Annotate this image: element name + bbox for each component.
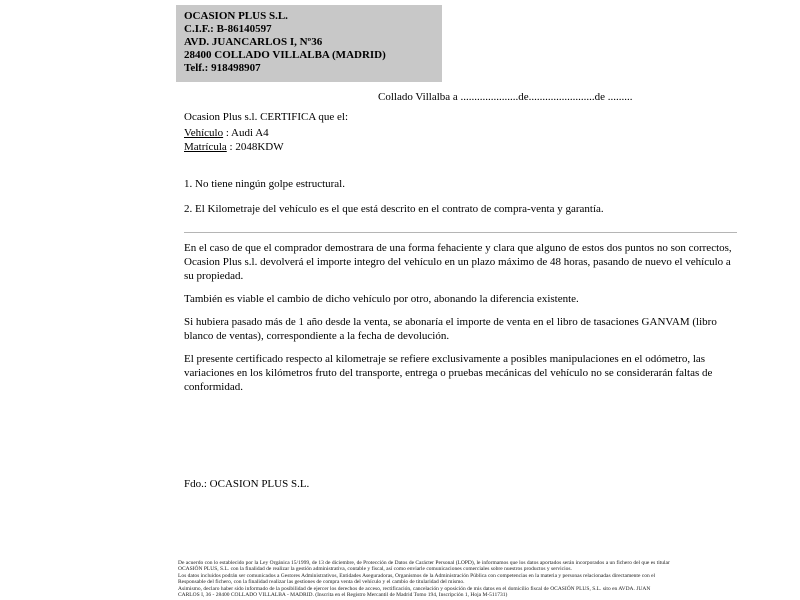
document-body [184,110,737,403]
date-line: Collado Villalba a .....................de........................de ......... [378,91,633,103]
signature-line: Fdo.: OCASION PLUS S.L. [184,478,310,490]
vehicle-label: Vehículo [184,127,224,139]
company-name: OCASION PLUS S.L. [184,10,288,22]
company-address: AVD. JUANCARLOS I, Nº36 [184,36,323,48]
legal-line-4: Responsable del fichero, con la finalidad realizar las gestiones de compra venta del vehículo y el cambio de titularidad del mismo. [178,579,465,586]
vehicle-line [184,126,737,140]
divider [184,232,737,233]
paragraph-ganvam: Si hubiera pasado más de 1 año desde la venta, se abonaría el importe de venta en el libro de tasaciones GANVAM (libro blanco de ventas), correspondiente a la fecha de devolución. [184,316,717,342]
plate-line [184,140,737,154]
vehicle-value: : Audi A4 [225,127,269,139]
company-phone: Telf.: 918498907 [184,62,261,74]
plate-label: Matrícula [184,141,227,153]
legal-fine-print [178,560,738,598]
point-2: 2. El Kilometraje del vehículo es el que está descrito en el contrato de compra-venta y garantía. [184,203,604,215]
paragraph-odometer: El presente certificado respecto al kilometraje se refiere exclusivamente a posibles manipulaciones en el odómetro, las variaciones en los kilómetros fruto del transporte, entrega o pruebas mecánicas del vehículo no se considerarán faltas de conformidad. [184,353,713,393]
company-header-block [176,5,442,82]
legal-line-2: OCASIÓN PLUS, S.L. con la finalidad de realizar la gestión administrativa, contable y fiscal, así como enviarle comunicaciones comerciales sobre nuestros productos y servicios. [178,566,572,573]
paragraph-refund: En el caso de que el comprador demostrara de una forma fehaciente y clara que alguno de estos dos puntos no son correctos, Ocasion Plus s.l. devolverá el importe integro del vehículo en un plazo máximo de 48 horas, pasando de nuevo el vehículo a su propiedad. [184,242,732,282]
legal-line-3: Los datos incluidos podrán ser comunicados a Gestores Administrativos, Entidades Aseguradoras, Organismos de la Administración Pública con competencias en la materia y personas relacionadas directamente con el [178,572,656,579]
legal-line-5: Asimismo, declaro haber sido informado de la posibilidad de ejercer los derechos de acceso, rectificación, cancelación y oposición de mis datos en el domicilio fiscal de OCASIÓN PLUS, S.L. sito en AVDA. JUAN [178,585,651,592]
legal-line-1: De acuerdo con lo establecido por la Ley Orgánica 15/1999, de 13 de diciembre, de Protección de Datos de Carácter Personal (LOPD), le informamos que los datos aportados serán incorporados a un fichero del que es titular [178,560,670,566]
plate-value: : 2048KDW [229,141,284,153]
certified-points [184,177,737,216]
company-cif: C.I.F.: B-86140597 [184,23,272,35]
certifies-line: Ocasion Plus s.l. CERTIFICA que el: [184,111,349,123]
legal-line-6: CARLOS I, 36 - 28400 COLLADO VILLALBA - MADRID. (Inscrita en el Registro Mercantil de Madrid Tomo 194, Inscripción 1, Hoja M-511731) [178,592,508,599]
company-city: 28400 COLLADO VILLALBA (MADRID) [184,49,386,61]
point-1: 1. No tiene ningún golpe estructural. [184,178,345,190]
paragraph-exchange: También es viable el cambio de dicho vehículo por otro, abonando la diferencia existente. [184,293,579,305]
